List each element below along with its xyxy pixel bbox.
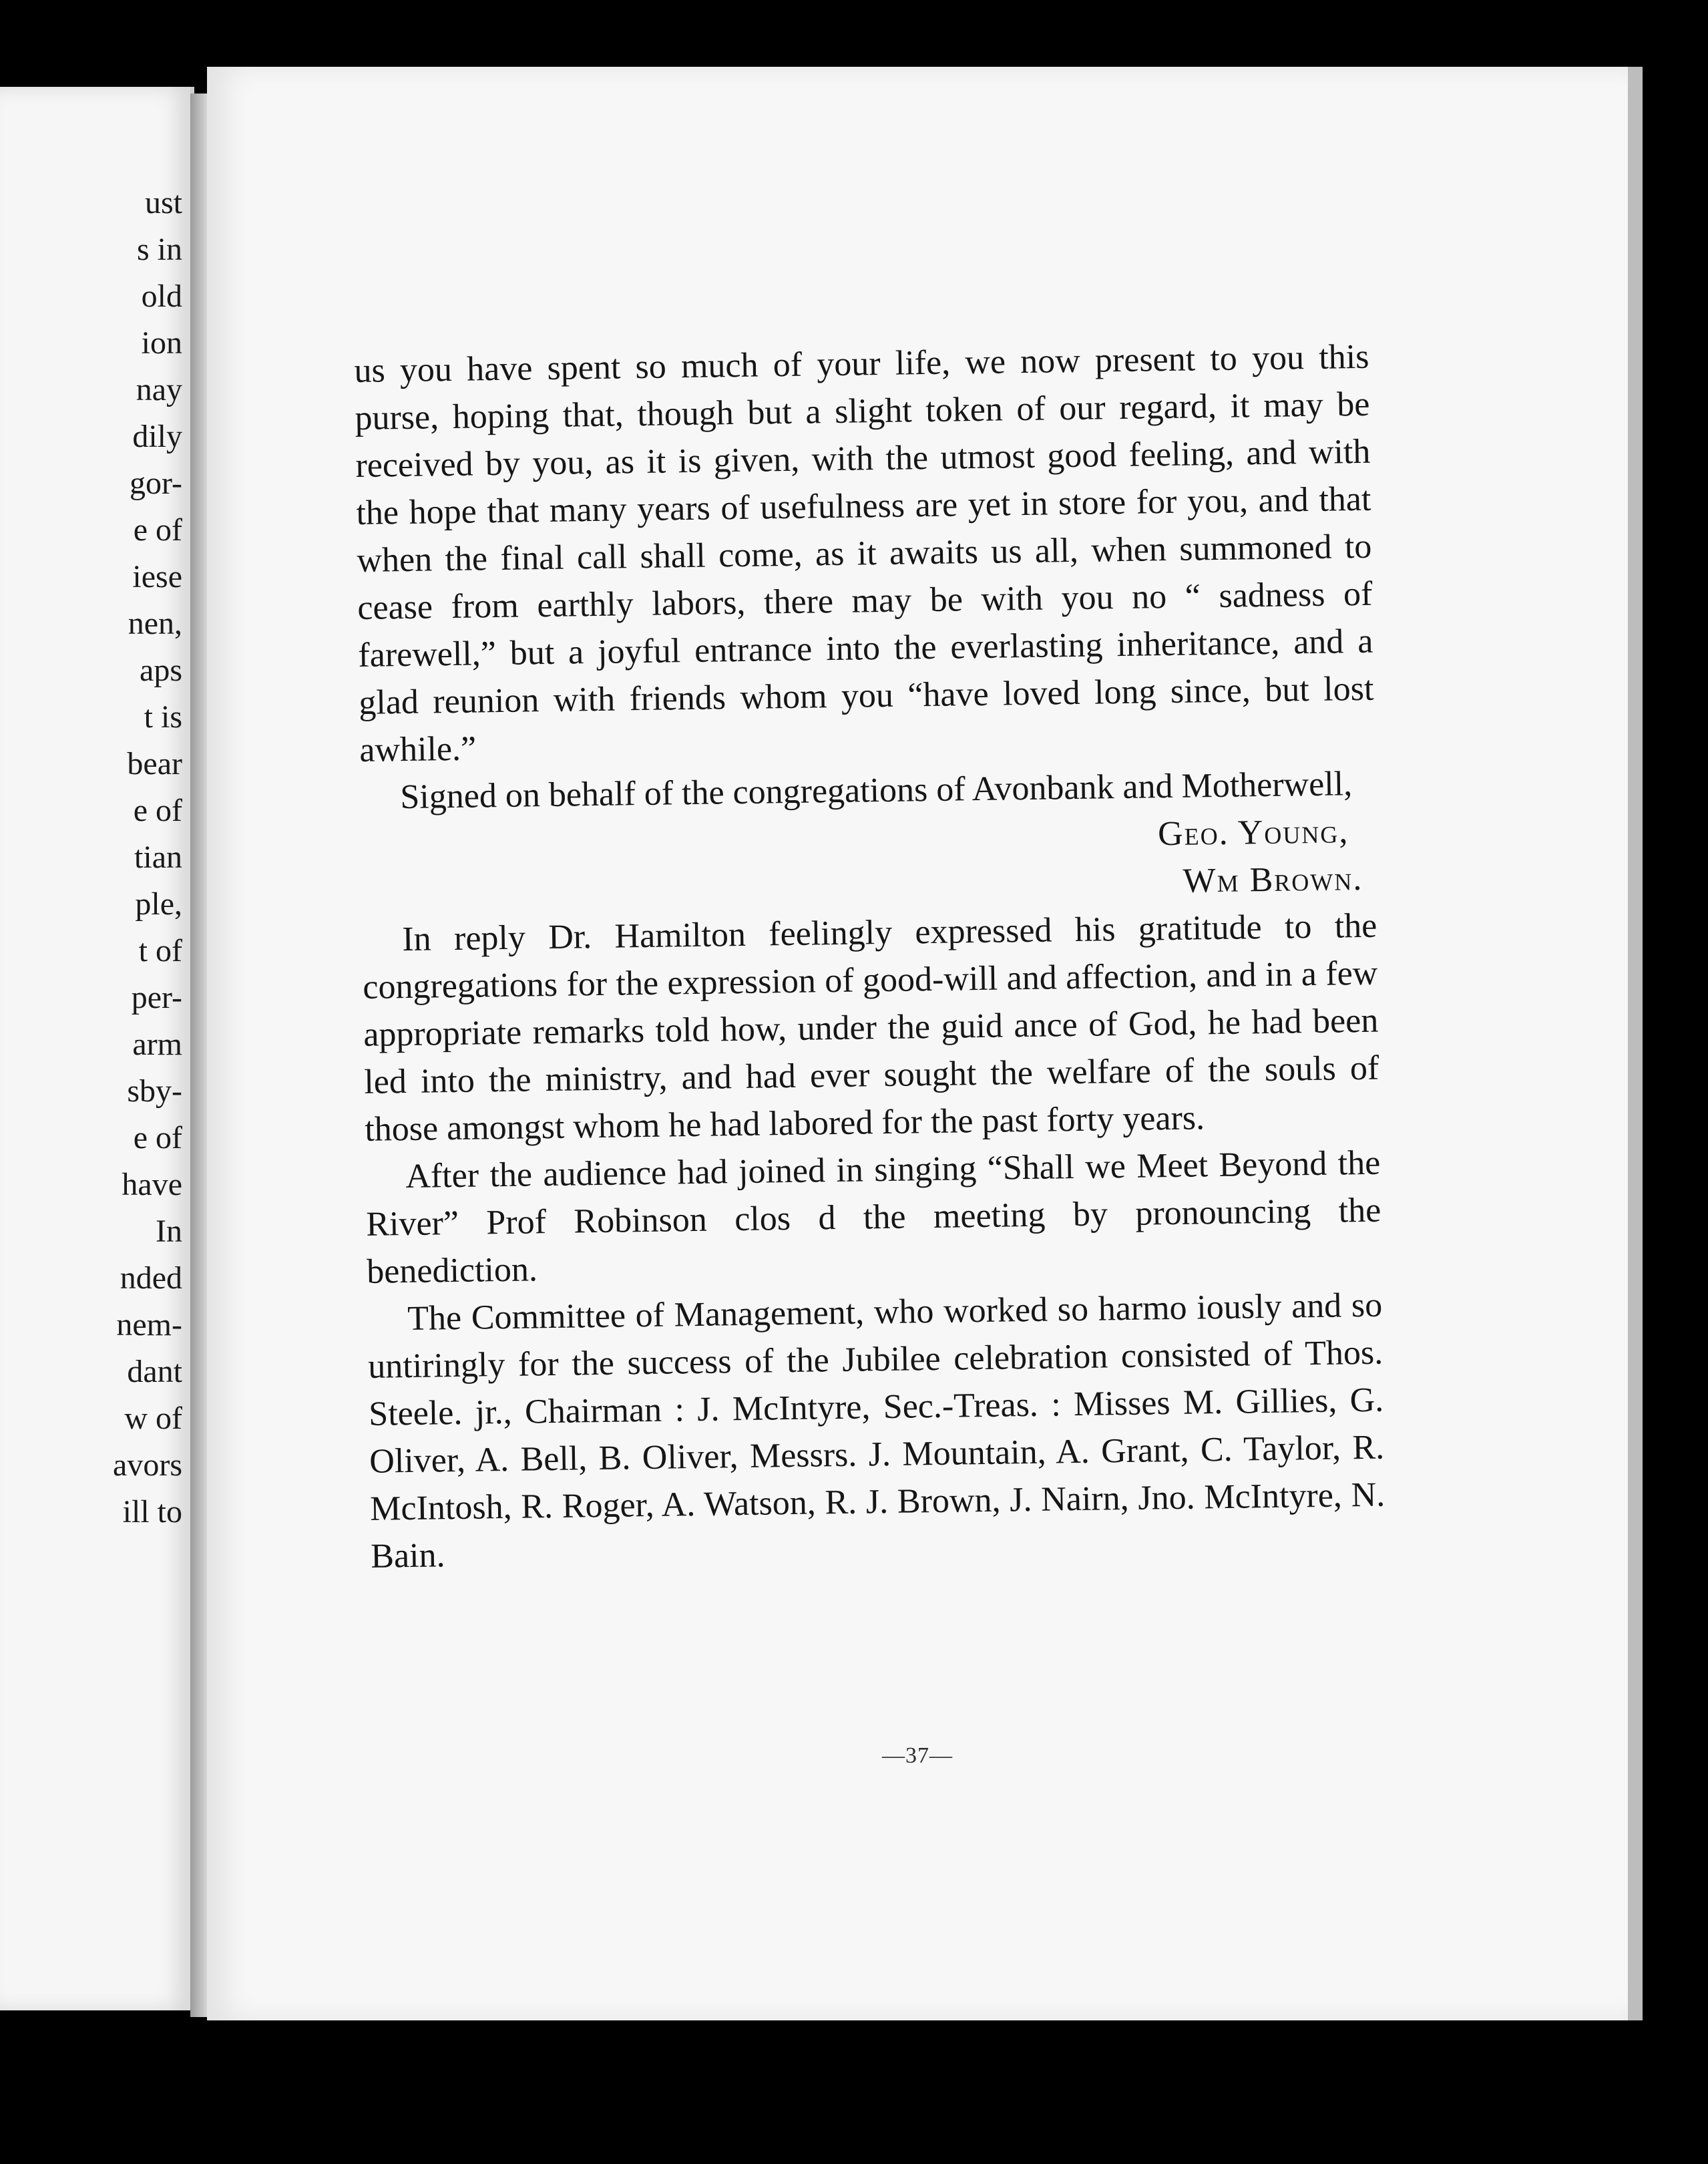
paragraph-benediction: After the audience had joined in singing “Shall we Meet Beyond the River” Prof Robinson clos d the meeting by pronouncing the benediction. <box>365 1143 1381 1291</box>
paragraph-reply: In reply Dr. Hamilton feelingly expressed his gratitude to the congregations for the expression of good-will and affection, and in a few appropriate remarks told how, under the guid ance of God, he had been led into the ministry, and had ever sought the welfare of the souls of those amongst whom he had labored for the past forty years. <box>362 906 1379 1149</box>
left-line-fragment: e of <box>133 1120 182 1155</box>
left-line-fragment: s in <box>136 232 182 267</box>
body-text <box>354 333 1386 1580</box>
left-line-fragment: In <box>156 1214 182 1249</box>
left-line-fragment: per- <box>131 980 182 1015</box>
left-page <box>0 87 194 2010</box>
left-line-fragment: iese <box>132 559 182 594</box>
paragraph-purse-presentation: us you have spent so much of your life, we now present to you this purse, hoping that, though but a slight token of our regard, it may be received by you, as it is given, with the utmost good feeling, and with the hope that many years of usefulness are yet in store for you, and that when the final call shall come, as it awaits us all, when summoned to cease from earthly labors, there may be with you no “ sadness of farewell,” but a joyful entrance into the everlasting inheritance, and a glad reunion with friends whom you “have loved long since, but lost awhile.” <box>354 337 1374 769</box>
left-line-fragment: nay <box>136 372 182 407</box>
left-line-fragment: e of <box>133 793 182 828</box>
left-line-fragment: e of <box>133 512 182 548</box>
left-line-fragment: t is <box>144 699 182 735</box>
left-line-fragment: t of <box>138 933 182 968</box>
left-line-fragment: ple, <box>135 886 182 922</box>
left-line-fragment: tian <box>134 840 182 875</box>
paragraph-signed-on-behalf: Signed on behalf of the congregations of Avonbank and Motherwell, <box>400 765 1353 817</box>
left-line-fragment: dant <box>127 1354 182 1389</box>
left-line-fragment: ust <box>144 185 182 220</box>
paragraph-committee: The Committee of Management, who worked so harmo iously and so untiringly for the success of the Jubilee celebration consisted of Thos. Steele. jr., Chairman : J. McIntyre, Sec.-Treas. : Misses M. Gillies, G. Oliver, A. Bell, B. Oliver, Messrs. J. Mountain, A. Grant, C. Taylor, R. McIntosh, R. Roger, A. Watson, R. J. Brown, J. Nairn, Jno. McIntyre, N. Bain. <box>367 1286 1385 1576</box>
left-line-fragment: have <box>122 1167 182 1202</box>
right-page <box>207 67 1643 2020</box>
left-line-fragment: nem- <box>116 1307 182 1342</box>
left-line-fragment: nen, <box>128 606 182 641</box>
left-line-fragment: sby- <box>127 1073 182 1109</box>
left-line-fragment: aps <box>140 653 182 688</box>
left-line-fragment: ill to <box>122 1494 182 1529</box>
signatory-geo-young: Geo. Young, <box>1157 812 1349 854</box>
left-line-fragment: dily <box>132 419 182 454</box>
left-line-fragment: nded <box>120 1260 182 1296</box>
left-line-fragment: ion <box>141 325 182 361</box>
signatory-wm-brown: Wm Brown. <box>1183 859 1363 900</box>
left-line-fragment: gor- <box>129 466 182 501</box>
left-line-fragment: arm <box>132 1027 182 1062</box>
left-line-fragment: old <box>141 279 182 314</box>
left-line-fragment: bear <box>127 746 182 781</box>
left-line-fragment: w of <box>124 1401 182 1436</box>
page-number: —37— <box>882 1743 953 1768</box>
left-line-fragment: avors <box>113 1447 182 1483</box>
